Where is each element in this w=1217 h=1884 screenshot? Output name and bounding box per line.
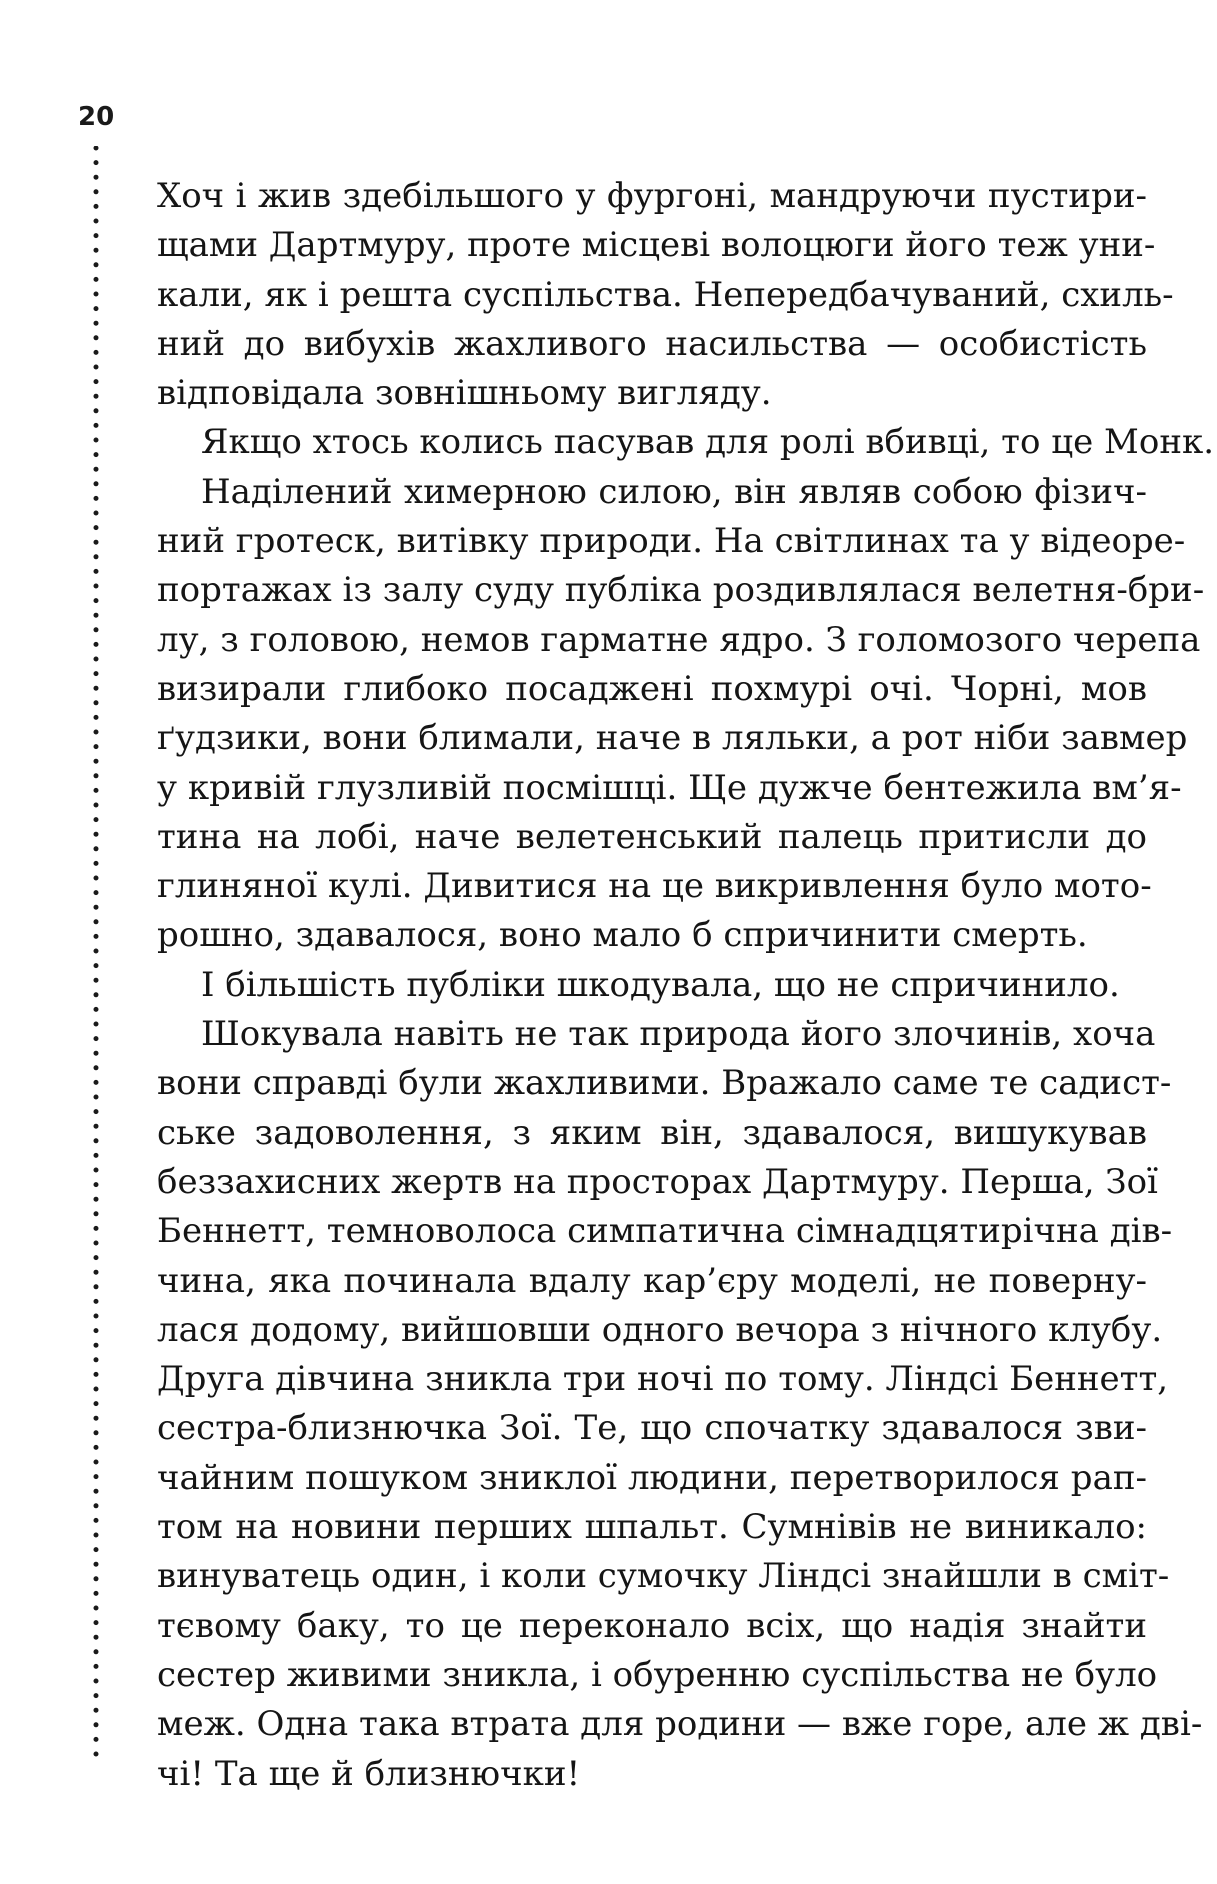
text-line: сестер живими зникла, і обуренню суспільства не було (157, 1654, 1158, 1695)
text-line: чайним пошуком зниклої людини, перетворилося рап- (157, 1457, 1147, 1498)
text-line: чі! Та ще й близнючки! (157, 1753, 581, 1794)
text-line: ґудзики, вони блимали, наче в ляльки, а рот ніби завмер (157, 718, 1188, 759)
text-line: чина, яка починала вдалу кар’єру моделі, не поверну- (157, 1260, 1147, 1301)
text-line: Беннетт, темноволоса симпатична сімнадцятирічна дів- (157, 1211, 1173, 1252)
text-line: тєвому баку, то це переконало всіх, що надія знайти (157, 1605, 1147, 1646)
text-line: меж. Одна така втрата для родини — вже горе, але ж дві- (157, 1704, 1203, 1745)
text-line: кали, як і решта суспільства. Непередбачуваний, схиль- (157, 274, 1174, 315)
text-line: ний до вибухів жахливого насильства — особистість (157, 323, 1147, 364)
text-line: винуватець один, і коли сумочку Ліндсі знайшли в сміт- (157, 1556, 1170, 1597)
text-line: глиняної кулі. Дивитися на це викривлення було мото- (157, 866, 1152, 907)
text-line: рошно, здавалося, воно мало б спричинити смерть. (157, 915, 1088, 956)
body-text (157, 172, 1215, 1799)
text-line: відповідала зовнішньому вигляду. (157, 373, 772, 414)
text-line: Якщо хтось колись пасував для ролі вбивці, то це Монк. (201, 422, 1215, 463)
text-line: Шокувала навіть не так природа його злочинів, хоча (201, 1014, 1156, 1055)
text-line: визирали глибоко посаджені похмурі очі. Чорні, мов (157, 668, 1147, 709)
text-line: сестра-близнючка Зої. Те, що спочатку здавалося зви- (157, 1408, 1147, 1449)
text-line: ний гротеск, витівку природи. На світлинах та у відеоре- (157, 521, 1186, 562)
text-line: лу, з головою, немов гарматне ядро. З голомозого черепа (157, 619, 1201, 660)
text-line: том на новини перших шпальт. Сумнівів не виникало: (157, 1507, 1147, 1548)
text-line: Друга дівчина зникла три ночі по тому. Ліндсі Беннетт, (157, 1359, 1169, 1400)
text-line: вони справді були жахливими. Вражало саме те садист- (157, 1063, 1172, 1104)
text-line: беззахисних жертв на просторах Дартмуру. Перша, Зої (157, 1161, 1158, 1202)
page-number: 20 (78, 102, 115, 132)
text-line: Наділений химерною силою, він являв собою фізич- (201, 471, 1147, 512)
text-line: у кривій глузливій посмішці. Ще дужче бентежила вм’я- (157, 767, 1182, 808)
text-line: тина на лобі, наче велетенський палець притисли до (157, 816, 1147, 857)
text-line: ське задоволення, з яким він, здавалося, вишукував (157, 1112, 1147, 1153)
text-line: Хоч і жив здебільшого у фургоні, мандруючи пустири- (157, 176, 1147, 216)
dotted-margin-rule (91, 146, 101, 1758)
text-line: щами Дартмуру, проте місцеві волоцюги його теж уни- (157, 225, 1156, 266)
text-line: лася додому, вийшовши одного вечора з нічного клубу. (157, 1309, 1163, 1350)
text-line: портажах із залу суду публіка роздивлялася велетня-бри- (157, 570, 1205, 611)
text-line: І більшість публіки шкодувала, що не спричинило. (201, 964, 1120, 1005)
